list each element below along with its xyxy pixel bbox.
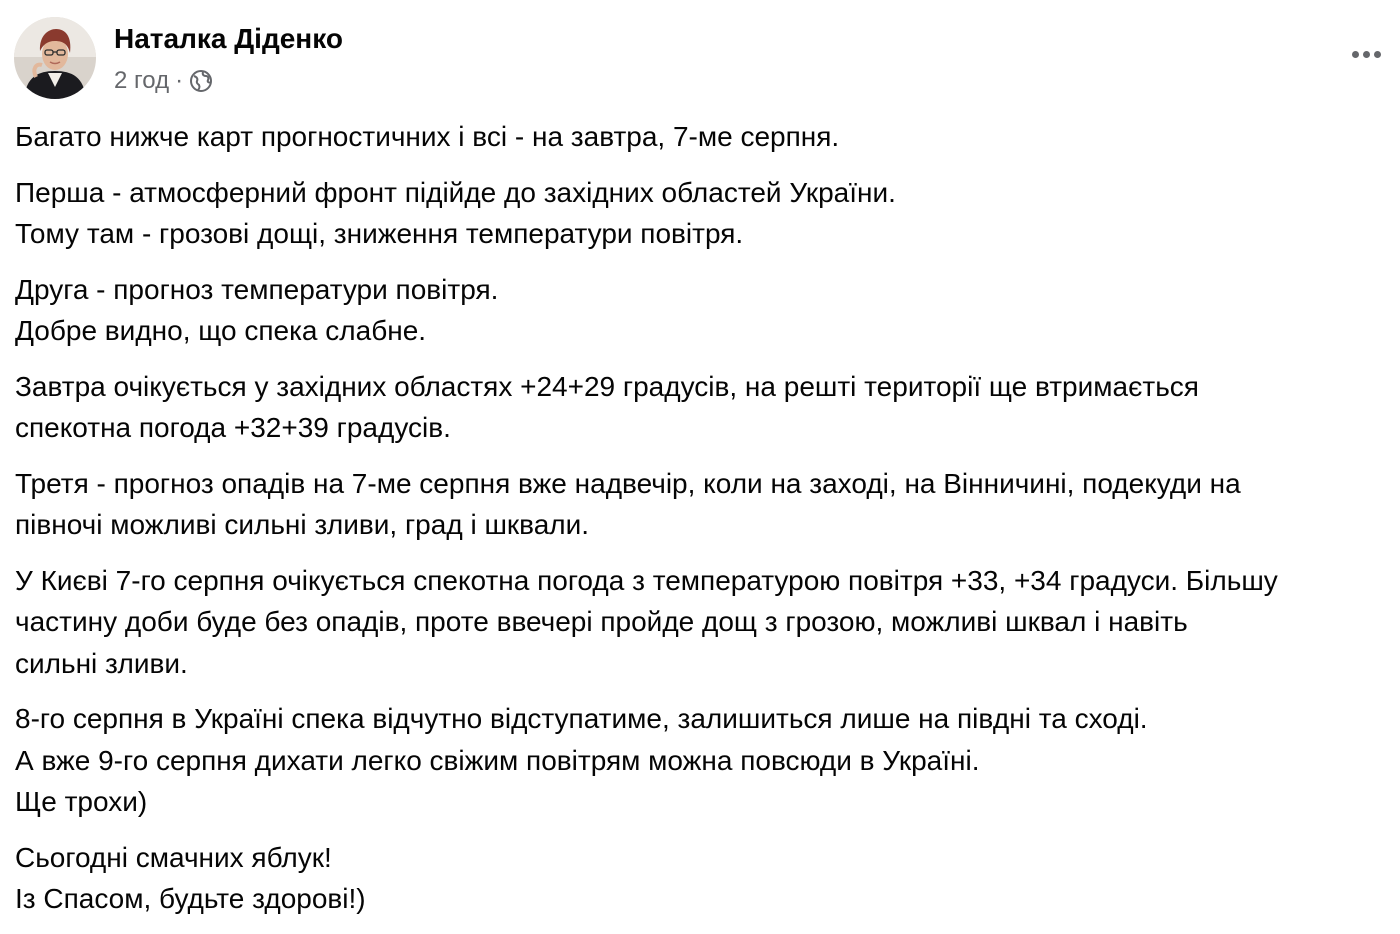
post-text-line: півночі можливі сильні зливи, град і шквали. — [15, 509, 590, 540]
author-avatar[interactable] — [14, 17, 96, 99]
author-name[interactable]: Наталка Діденко — [114, 23, 343, 54]
post-text-line: У Києві 7-го серпня очікується спекотна погода з температурою повітря +33, +34 градуси. Більшу — [15, 564, 1278, 596]
post-text-line: Завтра очікується у західних областях +24+29 градусів, на решті території ще втримається — [15, 370, 1199, 402]
post-text-line: спекотна погода +32+39 градусів. — [15, 412, 451, 443]
post-text-line: Тому там - грозові дощі, зниження температури повітря. — [15, 218, 744, 249]
post-paragraph — [15, 463, 1400, 546]
post-paragraph — [15, 837, 1400, 920]
ellipsis-icon — [1352, 51, 1359, 58]
post-paragraph — [15, 269, 1400, 352]
post-text-line: Перша - атмосферний фронт підійде до західних областей України. — [15, 176, 896, 208]
post-paragraph — [15, 172, 1400, 255]
post-paragraph — [15, 698, 1400, 823]
post-paragraph — [15, 116, 1400, 158]
post-time[interactable]: 2 год — [114, 67, 170, 94]
globe-icon[interactable] — [189, 69, 213, 93]
post-text-line: Ще трохи) — [15, 786, 148, 817]
post-paragraph — [15, 366, 1400, 449]
post-text-line: сильні зливи. — [15, 647, 188, 679]
meta-separator: · — [175, 67, 184, 94]
post-text-line: Із Спасом, будьте здорові!) — [15, 883, 366, 914]
post-header — [14, 17, 1394, 103]
post-text-line: частину доби буде без опадів, проте ввечері пройде дощ з грозою, можливі шквал і навіть — [15, 606, 1188, 637]
post-text-line: А вже 9-го серпня дихати легко свіжим повітрям можна повсюди в Україні. — [15, 744, 980, 776]
post-text-line: Добре видно, що спека слабне. — [15, 315, 427, 346]
post-text-line: Сьогодні смачних яблук! — [15, 841, 332, 873]
more-options-button[interactable] — [1344, 39, 1388, 69]
post-paragraph — [15, 560, 1400, 685]
post-meta — [114, 65, 213, 97]
post-text-line: Багато нижче карт прогностичних і всі - на завтра, 7-ме серпня. — [15, 121, 840, 152]
post-text-line: Третя - прогноз опадів на 7-ме серпня вже надвечір, коли на заході, на Вінничині, подекуди на — [15, 467, 1241, 499]
post-text-line: 8-го серпня в Україні спека відчутно відступатиме, залишиться лише на півдні та сході. — [15, 703, 1148, 734]
post-text-line: Друга - прогноз температури повітря. — [15, 273, 499, 305]
post-text — [15, 116, 1400, 934]
